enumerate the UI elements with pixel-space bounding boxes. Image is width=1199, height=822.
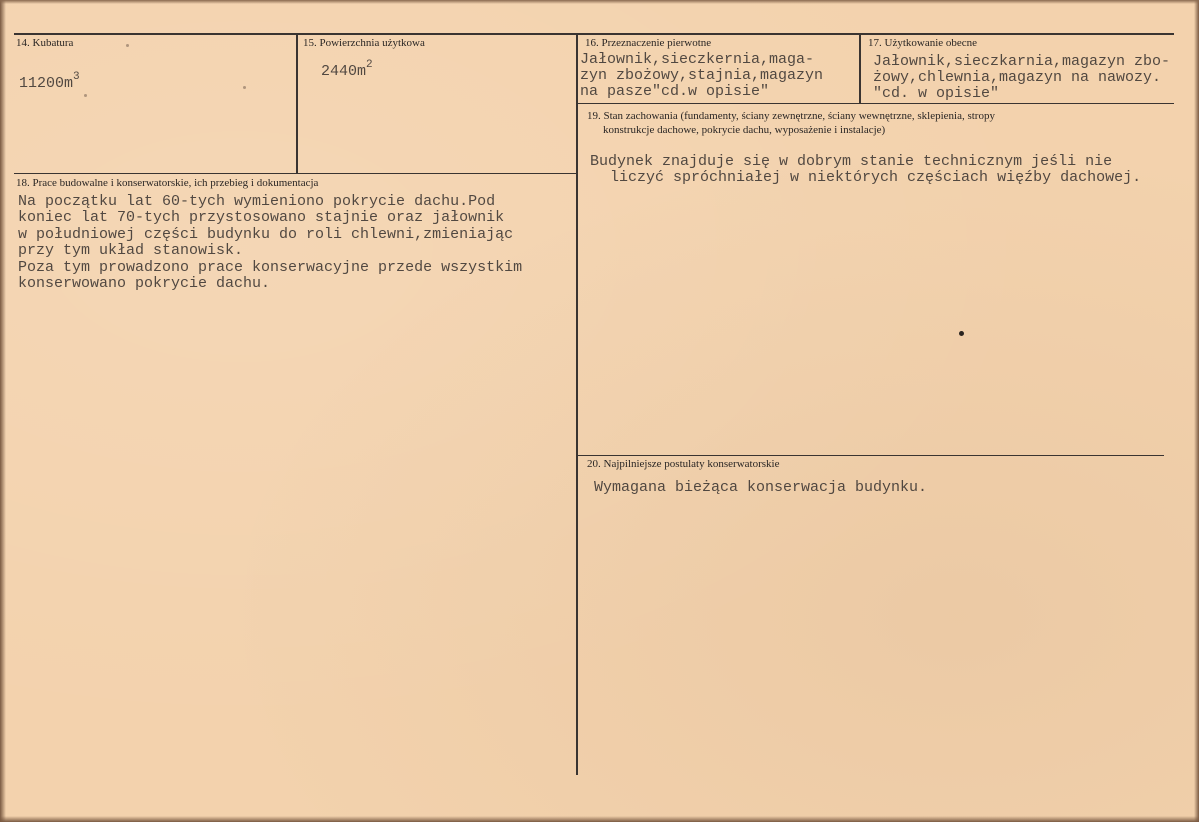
rule-above-19 [578,103,1174,104]
field-15-unit-exponent: 2 [366,59,373,71]
field-18-line-3: w południowej części budynku do roli chlewni,zmieniając [18,226,514,243]
paper-speck [243,86,246,89]
divider-15-16 [576,33,578,775]
field-15-label: 15. Powierzchnia użytkowa [303,37,425,49]
paper-speck [126,44,129,47]
card-edge-top [0,0,1199,4]
field-18-line-6: konserwowano pokrycie dachu. [18,275,271,292]
field-14-number: 11200m [19,75,74,92]
field-14-value [19,71,80,92]
field-17-label: 17. Użytkowanie obecne [868,37,978,49]
field-16-line-3: na pasze"cd.w opisie" [580,83,770,100]
card-edge-bottom [0,816,1199,822]
paper-speck [84,94,87,97]
field-20-line-1: Wymagana bieżąca konserwacja budynku. [594,479,928,496]
divider-14-15 [296,33,298,174]
field-18-label: 18. Prace budowalne i konserwatorskie, ich przebieg i dokumentacja [16,177,319,189]
field-19-label-line-2: konstrukcje dachowe, pokrycie dachu, wyposażenie i instalacje) [603,124,886,136]
card-edge-right [1194,0,1199,822]
field-18-line-1: Na początku lat 60-tych wymieniono pokrycie dachu.Pod [18,193,496,210]
rule-above-20 [578,455,1164,456]
field-14-label: 14. Kubatura [16,37,74,49]
top-rule [14,33,1174,35]
field-15-value [321,59,373,80]
field-16-line-1: Jałownik,sieczkernia,maga- [580,51,815,68]
field-16-label: 16. Przeznaczenie pierwotne [585,37,712,49]
ink-dot [959,331,964,336]
field-18-line-5: Poza tym prowadzono prace konserwacyjne przede wszystkim [18,259,523,276]
field-18-line-4: przy tym układ stanowisk. [18,242,244,259]
field-20-label: 20. Najpilniejsze postulaty konserwatorskie [587,458,780,470]
field-14-unit-exponent: 3 [73,71,80,83]
field-19-line-1: Budynek znajduje się w dobrym stanie technicznym jeśli nie [590,153,1113,170]
field-16-line-2: zyn zbożowy,stajnia,magazyn [580,67,824,84]
field-17-line-3: "cd. w opisie" [873,85,1000,102]
rule-above-18 [14,173,578,174]
card-edge-left [0,0,6,822]
field-15-number: 2440m [321,63,367,80]
field-19-label-line-1: 19. Stan zachowania (fundamenty, ściany zewnętrzne, ściany wewnętrzne, sklepienia, stropy [587,110,995,122]
field-17-line-1: Jałownik,sieczkarnia,magazyn zbo- [873,53,1171,70]
field-18-line-2: koniec lat 70-tych przystosowano stajnie oraz jałownik [18,209,505,226]
field-19-line-2: liczyć spróchniałej w niektórych częściach więźby dachowej. [610,169,1142,186]
field-17-line-2: żowy,chlewnia,magazyn na nawozy. [873,69,1162,86]
divider-16-17 [859,33,861,103]
